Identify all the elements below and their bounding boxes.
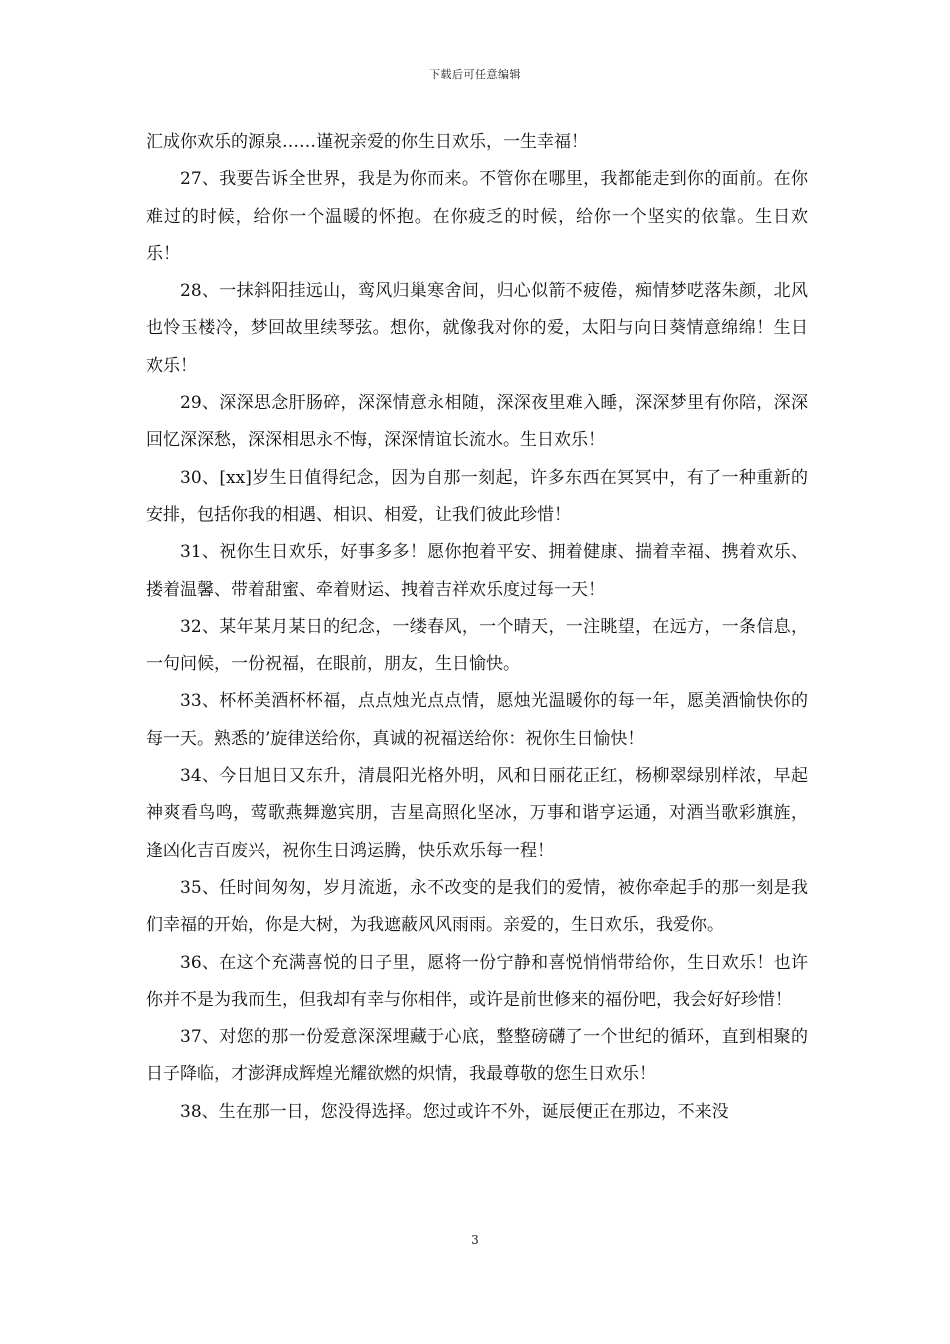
paragraph-item-38: 38、生在那一日，您没得选择。您过或许不外，诞辰便正在那边，不来没 (180, 1101, 729, 1122)
paragraph-item-34: 34、今日旭日又东升，清晨阳光格外明，风和日丽花正红，杨柳翠绿别样浓，早起神爽看鸟鸣，莺歌燕舞邀宾朋，吉星高照化坚冰，万事和谐亨运通，对酒当歌彩旗旌，逢凶化吉百废兴，祝你生日鸿运腾，快乐欢乐每一程！ (146, 766, 808, 861)
paragraph-item-36: 36、在这个充满喜悦的日子里，愿将一份宁静和喜悦悄悄带给你，生日欢乐！也许你并不是为我而生，但我却有幸与你相伴，或许是前世修来的福份吧，我会好好珍惜！ (146, 952, 808, 1010)
paragraph-item-33: 33、杯杯美酒杯杯福，点点烛光点点情，愿烛光温暖你的每一年，愿美酒愉快你的每一天。熟悉的’旋律送给你，真诚的祝福送给你：祝你生日愉快！ (146, 691, 808, 749)
paragraph-item-29: 29、深深思念肝肠碎，深深情意永相随，深深夜里难入睡，深深梦里有你陪，深深回忆深深愁，深深相思永不悔，深深情谊长流水。生日欢乐！ (146, 393, 808, 451)
paragraph-item-27: 27、我要告诉全世界，我是为你而来。不管你在哪里，我都能走到你的面前。在你难过的时候，给你一个温暖的怀抱。在你疲乏的时候，给你一个坚实的依靠。生日欢乐！ (146, 169, 808, 264)
paragraph-item-31: 31、祝你生日欢乐，好事多多！愿你抱着平安、拥着健康、揣着幸福、携着欢乐、搂着温馨、带着甜蜜、牵着财运、拽着吉祥欢乐度过每一天！ (146, 542, 808, 600)
paragraph-item-30: 30、[xx]岁生日值得纪念，因为自那一刻起，许多东西在冥冥中，有了一种重新的安排，包括你我的相遇、相识、相爱，让我们彼此珍惜！ (146, 467, 808, 525)
document-body (146, 124, 808, 1131)
paragraph-item-35: 35、任时间匆匆，岁月流逝，永不改变的是我们的爱情，被你牵起手的那一刻是我们幸福的开始，你是大树，为我遮蔽风风雨雨。亲爱的，生日欢乐，我爱你。 (146, 877, 808, 936)
paragraph-continuation: 汇成你欢乐的源泉……谨祝亲爱的你生日欢乐，一生幸福！ (146, 132, 588, 152)
paragraph-item-32: 32、某年某月某日的纪念，一缕春风，一个晴天，一注眺望，在远方，一条信息，一句问候，一份祝福，在眼前，朋友，生日愉快。 (146, 616, 808, 675)
page-header: 下载后可任意编辑 (429, 68, 521, 81)
paragraph-item-28: 28、一抹斜阳挂远山，鸾风归巢寒舍间，归心似箭不疲倦，痴情梦呓落朱颜，北风也怜玉楼冷，梦回故里续琴弦。想你，就像我对你的爱，太阳与向日葵情意绵绵！生日欢乐！ (146, 281, 808, 376)
page-number: 3 (471, 1233, 479, 1247)
paragraph-item-37: 37、对您的那一份爱意深深埋藏于心底，整整磅礴了一个世纪的循环，直到相聚的日子降临，才澎湃成辉煌光耀欲燃的炽情，我最尊敬的您生日欢乐！ (146, 1027, 808, 1085)
